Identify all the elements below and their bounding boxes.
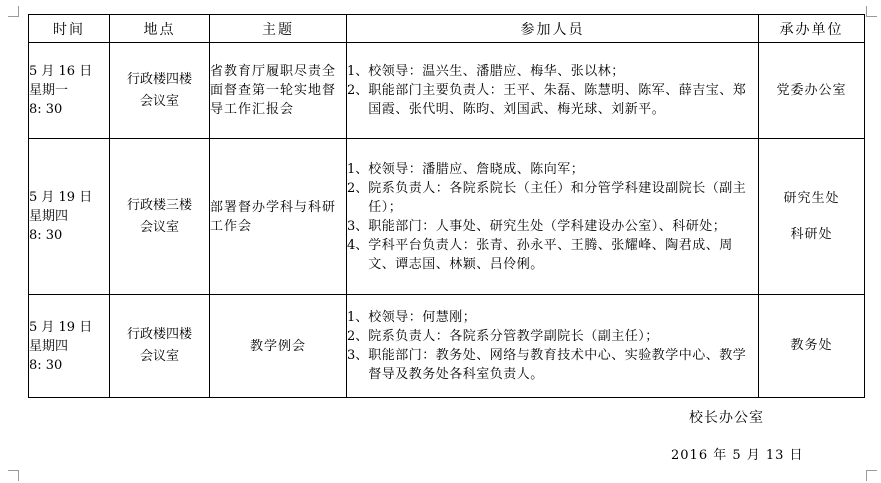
table-header-row	[29, 15, 865, 43]
participant-item	[347, 62, 758, 81]
header-topic: 主题	[210, 15, 347, 43]
participant-item-number: 3、	[347, 218, 369, 234]
issuing-office: 校长办公室	[689, 410, 764, 426]
meeting-time-cell	[29, 139, 110, 295]
meeting-organizer-cell	[759, 43, 865, 139]
meeting-organizer: 教务处	[790, 338, 833, 353]
meeting-hour: 8: 30	[29, 102, 63, 117]
meeting-place-cell	[110, 295, 210, 398]
meeting-place-cell	[110, 43, 210, 139]
page-corner-mark-top-left	[8, 6, 19, 17]
meeting-place-line: 行政楼四楼	[126, 327, 192, 342]
meeting-time-cell	[29, 43, 110, 139]
meeting-organizer: 科研处	[790, 226, 833, 242]
header-place: 地点	[110, 15, 210, 43]
participants-list	[347, 62, 758, 119]
meeting-date: 5 月 16 日	[29, 64, 93, 79]
participant-item-text: 职能部门：人事处、研究生处（学科建设办公室）、科研处；	[368, 218, 727, 234]
meeting-hour: 8: 30	[29, 228, 63, 243]
issue-date: 2016 年 5 月 13 日	[671, 448, 804, 463]
table-row	[29, 43, 865, 139]
table-row	[29, 139, 865, 295]
meeting-place-line: 行政楼三楼	[126, 197, 192, 213]
participant-item	[347, 217, 758, 236]
meeting-place-line: 会议室	[139, 93, 179, 109]
meeting-place-line: 会议室	[139, 349, 179, 364]
participant-item-number: 1、	[347, 64, 369, 79]
meeting-weekday: 星期一	[29, 83, 69, 98]
page-corner-mark-bottom-right	[866, 470, 877, 481]
meeting-topic: 部署督办学科与科研工作会	[210, 139, 347, 295]
participant-item-number: 2、	[347, 180, 369, 196]
participant-item-text: 院系负责人：各院系院长（主任）和分管学科建设副院长（副主任）；	[368, 180, 747, 215]
meeting-topic: 省教育厅履职尽责全面督查第一轮实地督导工作汇报会	[210, 43, 347, 139]
participant-item-text: 院系负责人：各院系分管教学副院长（副主任）；	[368, 329, 659, 344]
participant-item-text: 校领导：潘腊应、詹晓成、陈向军；	[368, 161, 585, 177]
meeting-organizer: 党委办公室	[776, 82, 847, 98]
participant-item-number: 1、	[347, 310, 369, 325]
participant-item-text: 校领导：温兴生、潘腊应、梅华、张以林；	[368, 64, 625, 79]
meeting-weekday: 星期四	[29, 209, 69, 224]
meeting-schedule-table	[28, 14, 865, 398]
participant-item	[347, 179, 758, 217]
participant-item	[347, 236, 758, 274]
participant-item	[347, 308, 758, 327]
meeting-organizer-cell	[759, 295, 865, 398]
meeting-topic: 教学例会	[210, 295, 347, 398]
participant-item	[347, 327, 758, 346]
participant-item-number: 2、	[347, 83, 369, 98]
participant-item	[347, 160, 758, 179]
meeting-participants-cell	[347, 295, 759, 398]
meeting-place-cell	[110, 139, 210, 295]
participant-item-text: 校领导：何慧刚；	[368, 310, 477, 325]
participant-item	[347, 346, 758, 384]
meeting-participants-cell	[347, 43, 759, 139]
meeting-participants-cell	[347, 139, 759, 295]
page-corner-mark-bottom-left	[8, 470, 19, 481]
participants-list	[347, 308, 758, 384]
meeting-date: 5 月 19 日	[29, 319, 93, 335]
meeting-place-line: 行政楼四楼	[126, 71, 192, 87]
participant-item-number: 1、	[347, 161, 369, 177]
participant-item-text: 职能部门：教务处、网络与教育技术中心、实验教学中心、教学督导及教务处各科室负责人。	[368, 348, 747, 382]
meeting-time-cell	[29, 295, 110, 398]
participant-item-number: 4、	[347, 237, 369, 253]
participant-item-text: 职能部门主要负责人：王平、朱磊、陈慧明、陈军、薛吉宝、郑国霞、张代明、陈昀、刘国武、梅光球、刘新平。	[368, 83, 747, 117]
participants-list	[347, 160, 758, 274]
page-corner-mark-top-right	[866, 6, 877, 17]
participant-item	[347, 81, 758, 119]
table-row	[29, 295, 865, 398]
meeting-date: 5 月 19 日	[29, 190, 93, 205]
meeting-place-line: 会议室	[139, 219, 179, 235]
meeting-weekday: 星期四	[29, 338, 69, 354]
meeting-hour: 8: 30	[29, 357, 63, 373]
participant-item-number: 2、	[347, 329, 369, 344]
participant-item-text: 学科平台负责人：张青、孙永平、王腾、张耀峰、陶君成、周文、谭志国、林颖、吕伶俐。	[368, 237, 733, 272]
header-time: 时间	[29, 15, 110, 43]
header-organizer: 承办单位	[759, 15, 865, 43]
header-participants: 参加人员	[347, 15, 759, 43]
participant-item-number: 3、	[347, 348, 369, 363]
meeting-organizer: 研究生处	[783, 190, 840, 206]
meeting-organizer-cell	[759, 139, 865, 295]
